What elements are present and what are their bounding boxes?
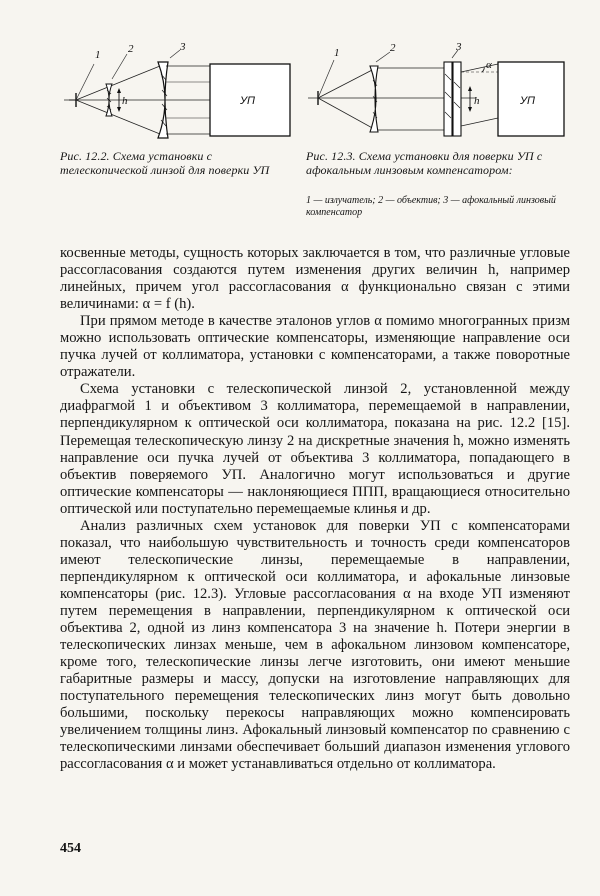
paragraph-continuation: косвенные методы, сущность которых заключается в том, что различные угловые рассогласования создаются путем изменения других величин h, например линейных, причем угол рассогласования α функционально связан с этими величинами: α = f (h). bbox=[60, 245, 570, 313]
fig-right-label-3: 3 bbox=[456, 42, 462, 53]
telescopic-lens-diagram bbox=[60, 42, 300, 146]
paragraph-direct-method: При прямом методе в качестве эталонов углов α помимо многогранных призм можно использовать оптические компенсаторы, изменяющие направление оси пучка лучей от коллиматора, установки с компенсаторами, а также поворотные отражатели. bbox=[60, 313, 570, 381]
fig-left-label-3: 3 bbox=[180, 42, 186, 53]
page-number: 454 bbox=[60, 841, 81, 856]
figure-12-2-caption: Рис. 12.2. Схема установки с телескопической линзой для поверки УП bbox=[60, 149, 270, 177]
fig-right-h-label: h bbox=[474, 95, 480, 107]
figure-12-2 bbox=[60, 42, 300, 146]
paragraph-telescopic-lens: Схема установки с телескопической линзой 2, установленной между диафрагмой 1 и объективом 3 коллиматора, перемещаемой в направлении, перпендикулярном к оптической оси коллиматора, показана на рис. 12.2 [15]. Перемещая телескопическую линзу 2 на дискретные значения h, можно изменять направление оси пучка лучей от объектива 3 коллиматора, попадающего в объектив поверяемого УП. Аналогично могут использоваться и другие оптические компенсаторы — наклоняющиеся ППП, вращающиеся относительно оптической или поступательно перемещаемые клинья и др. bbox=[60, 381, 570, 517]
fig-right-label-2: 2 bbox=[390, 42, 396, 54]
fig-left-label-1: 1 bbox=[95, 49, 101, 61]
figure-12-3-legend: 1 — излучатель; 2 — объектив; 3 — афокальный линзовый компенсатор bbox=[306, 195, 556, 218]
afocal-compensator-diagram bbox=[306, 42, 568, 146]
paragraph-analysis: Анализ различных схем установок для поверки УП с компенсаторами показал, что наибольшую чувствительность и точность среди компенсаторов имеют телескопические линзы, перемещаемые в направлении, перпендикулярном к оптической оси коллиматора, и афокальные линзовые компенсаторы (рис. 12.3). Угловые рассогласования α на входе УП изменяют путем перемещения в направлении, перпендикулярном к оптической оси объектива 2, одной из линз компенсатора 3 на значение h. Потери энергии в телескопических линзах меньше, чем в афокальном линзовом компенсаторе, кроме того, телескопические линзы легче изготовить, они имеют меньшие габаритные размеры и массу, допуски на изготовление направляющих для поступательного перемещения телескопических линз могут быть довольно большими, поскольку перекосы направляющих можно компенсировать увеличением толщины линз. Афокальный линзовый компенсатор по сравнению с телескопическими линзами обеспечивает больший диапазон изменения углового рассогласования α и может устанавливаться отдельно от коллиматора. bbox=[60, 517, 570, 773]
fig-left-label-2: 2 bbox=[128, 43, 134, 55]
fig-right-alpha-label: α bbox=[486, 59, 492, 71]
fig-left-h-label: h bbox=[122, 95, 128, 107]
figure-12-3-caption: Рис. 12.3. Схема установки для поверки УП с афокальным линзовым компенсатором: bbox=[306, 149, 543, 177]
fig-right-label-1: 1 bbox=[334, 47, 340, 59]
figure-12-3 bbox=[306, 42, 568, 146]
body-text bbox=[60, 245, 570, 773]
fig-left-up-label: УП bbox=[240, 95, 256, 107]
fig-right-up-label: УП bbox=[520, 95, 536, 107]
